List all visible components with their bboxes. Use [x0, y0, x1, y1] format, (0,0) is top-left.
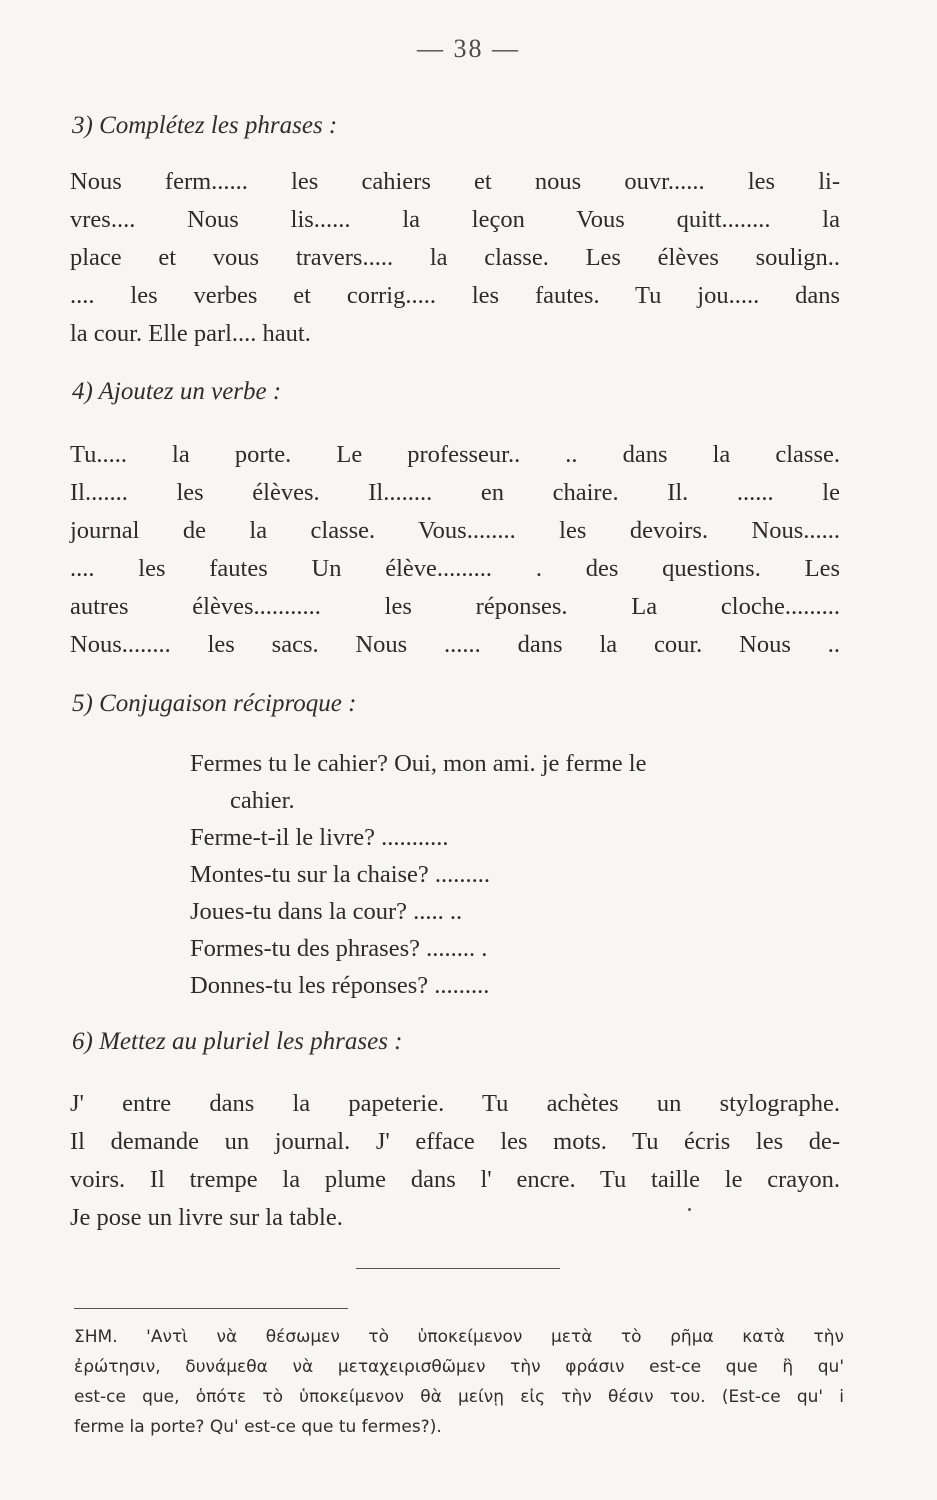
text-line: Il....... les élèves. Il........ en chaire. Il. ...... le — [70, 479, 840, 506]
footnote-line: ferme la porte? Qu' est-ce que tu fermes?). — [74, 1417, 442, 1437]
text-line: Donnes-tu les réponses? ......... — [190, 972, 490, 999]
text-line: autres élèves........... les réponses. La cloche......... — [70, 593, 840, 620]
exercise-6-heading: 6) Mettez au pluriel les phrases : — [72, 1028, 403, 1055]
footnote-line: ΣΗΜ. 'Αντὶ νὰ θέσωμεν τὸ ὑποκείμενον μετὰ τὸ ρῆμα κατὰ τὴν — [74, 1327, 844, 1347]
text-line: J' entre dans la papeterie. Tu achètes un stylographe. — [70, 1090, 840, 1117]
exercise-3-text — [70, 163, 840, 353]
footnote-rule — [74, 1308, 348, 1309]
footnote — [74, 1322, 844, 1442]
text-line: Joues-tu dans la cour? ..... .. — [190, 898, 463, 925]
text-line: Formes-tu des phrases? ........ . — [190, 935, 488, 962]
exercise-5-text — [190, 745, 840, 1004]
text-line: Fermes tu le cahier? Oui, mon ami. je ferme le — [190, 750, 647, 777]
text-line: journal de la classe. Vous........ les devoirs. Nous...... — [70, 517, 840, 544]
exercise-5-heading: 5) Conjugaison réciproque : — [72, 690, 357, 717]
text-line: cahier. — [230, 787, 295, 814]
exercise-4-text — [70, 436, 840, 664]
footnote-line: ἐρώτησιν, δυνάμεθα νὰ μεταχειρισθῶμεν τὴν φράσιν est-ce que ἢ qu' — [74, 1357, 844, 1377]
text-line: Il demande un journal. J' efface les mots. Tu écris les de- — [70, 1128, 840, 1155]
footnote-line: est-ce que, ὁπότε τὸ ὑποκείμενον θὰ μείνῃ εἰς τὴν θέσιν του. (Est-ce qu' i — [74, 1387, 844, 1407]
page-number: — 38 — — [417, 34, 520, 63]
text-line: vres.... Nous lis...... la leçon Vous quitt........ la — [70, 206, 840, 233]
text-line: Ferme-t-il le livre? ........... — [190, 824, 449, 851]
text-line: Je pose un livre sur la table. — [70, 1204, 343, 1231]
text-line: Tu..... la porte. Le professeur.. .. dans la classe. — [70, 441, 840, 468]
exercise-3-heading: 3) Complétez les phrases : — [72, 112, 338, 139]
text-line: Montes-tu sur la chaise? ......... — [190, 861, 491, 888]
text-line: la cour. Elle parl.... haut. — [70, 320, 311, 347]
section-divider — [356, 1268, 560, 1269]
exercise-4-heading: 4) Ajoutez un verbe : — [72, 378, 282, 405]
text-line: .... les verbes et corrig..... les fautes. Tu jou..... dans — [70, 282, 840, 309]
text-line: place et vous travers..... la classe. Les élèves soulign.. — [70, 244, 840, 271]
ink-speck — [688, 1208, 691, 1211]
text-line: voirs. Il trempe la plume dans l' encre. Tu taille le crayon. — [70, 1166, 840, 1193]
text-line: .... les fautes Un élève......... . des questions. Les — [70, 555, 840, 582]
exercise-6-text — [70, 1085, 840, 1237]
text-line: Nous ferm...... les cahiers et nous ouvr...... les li- — [70, 168, 840, 195]
text-line: Nous........ les sacs. Nous ...... dans la cour. Nous .. — [70, 631, 840, 658]
